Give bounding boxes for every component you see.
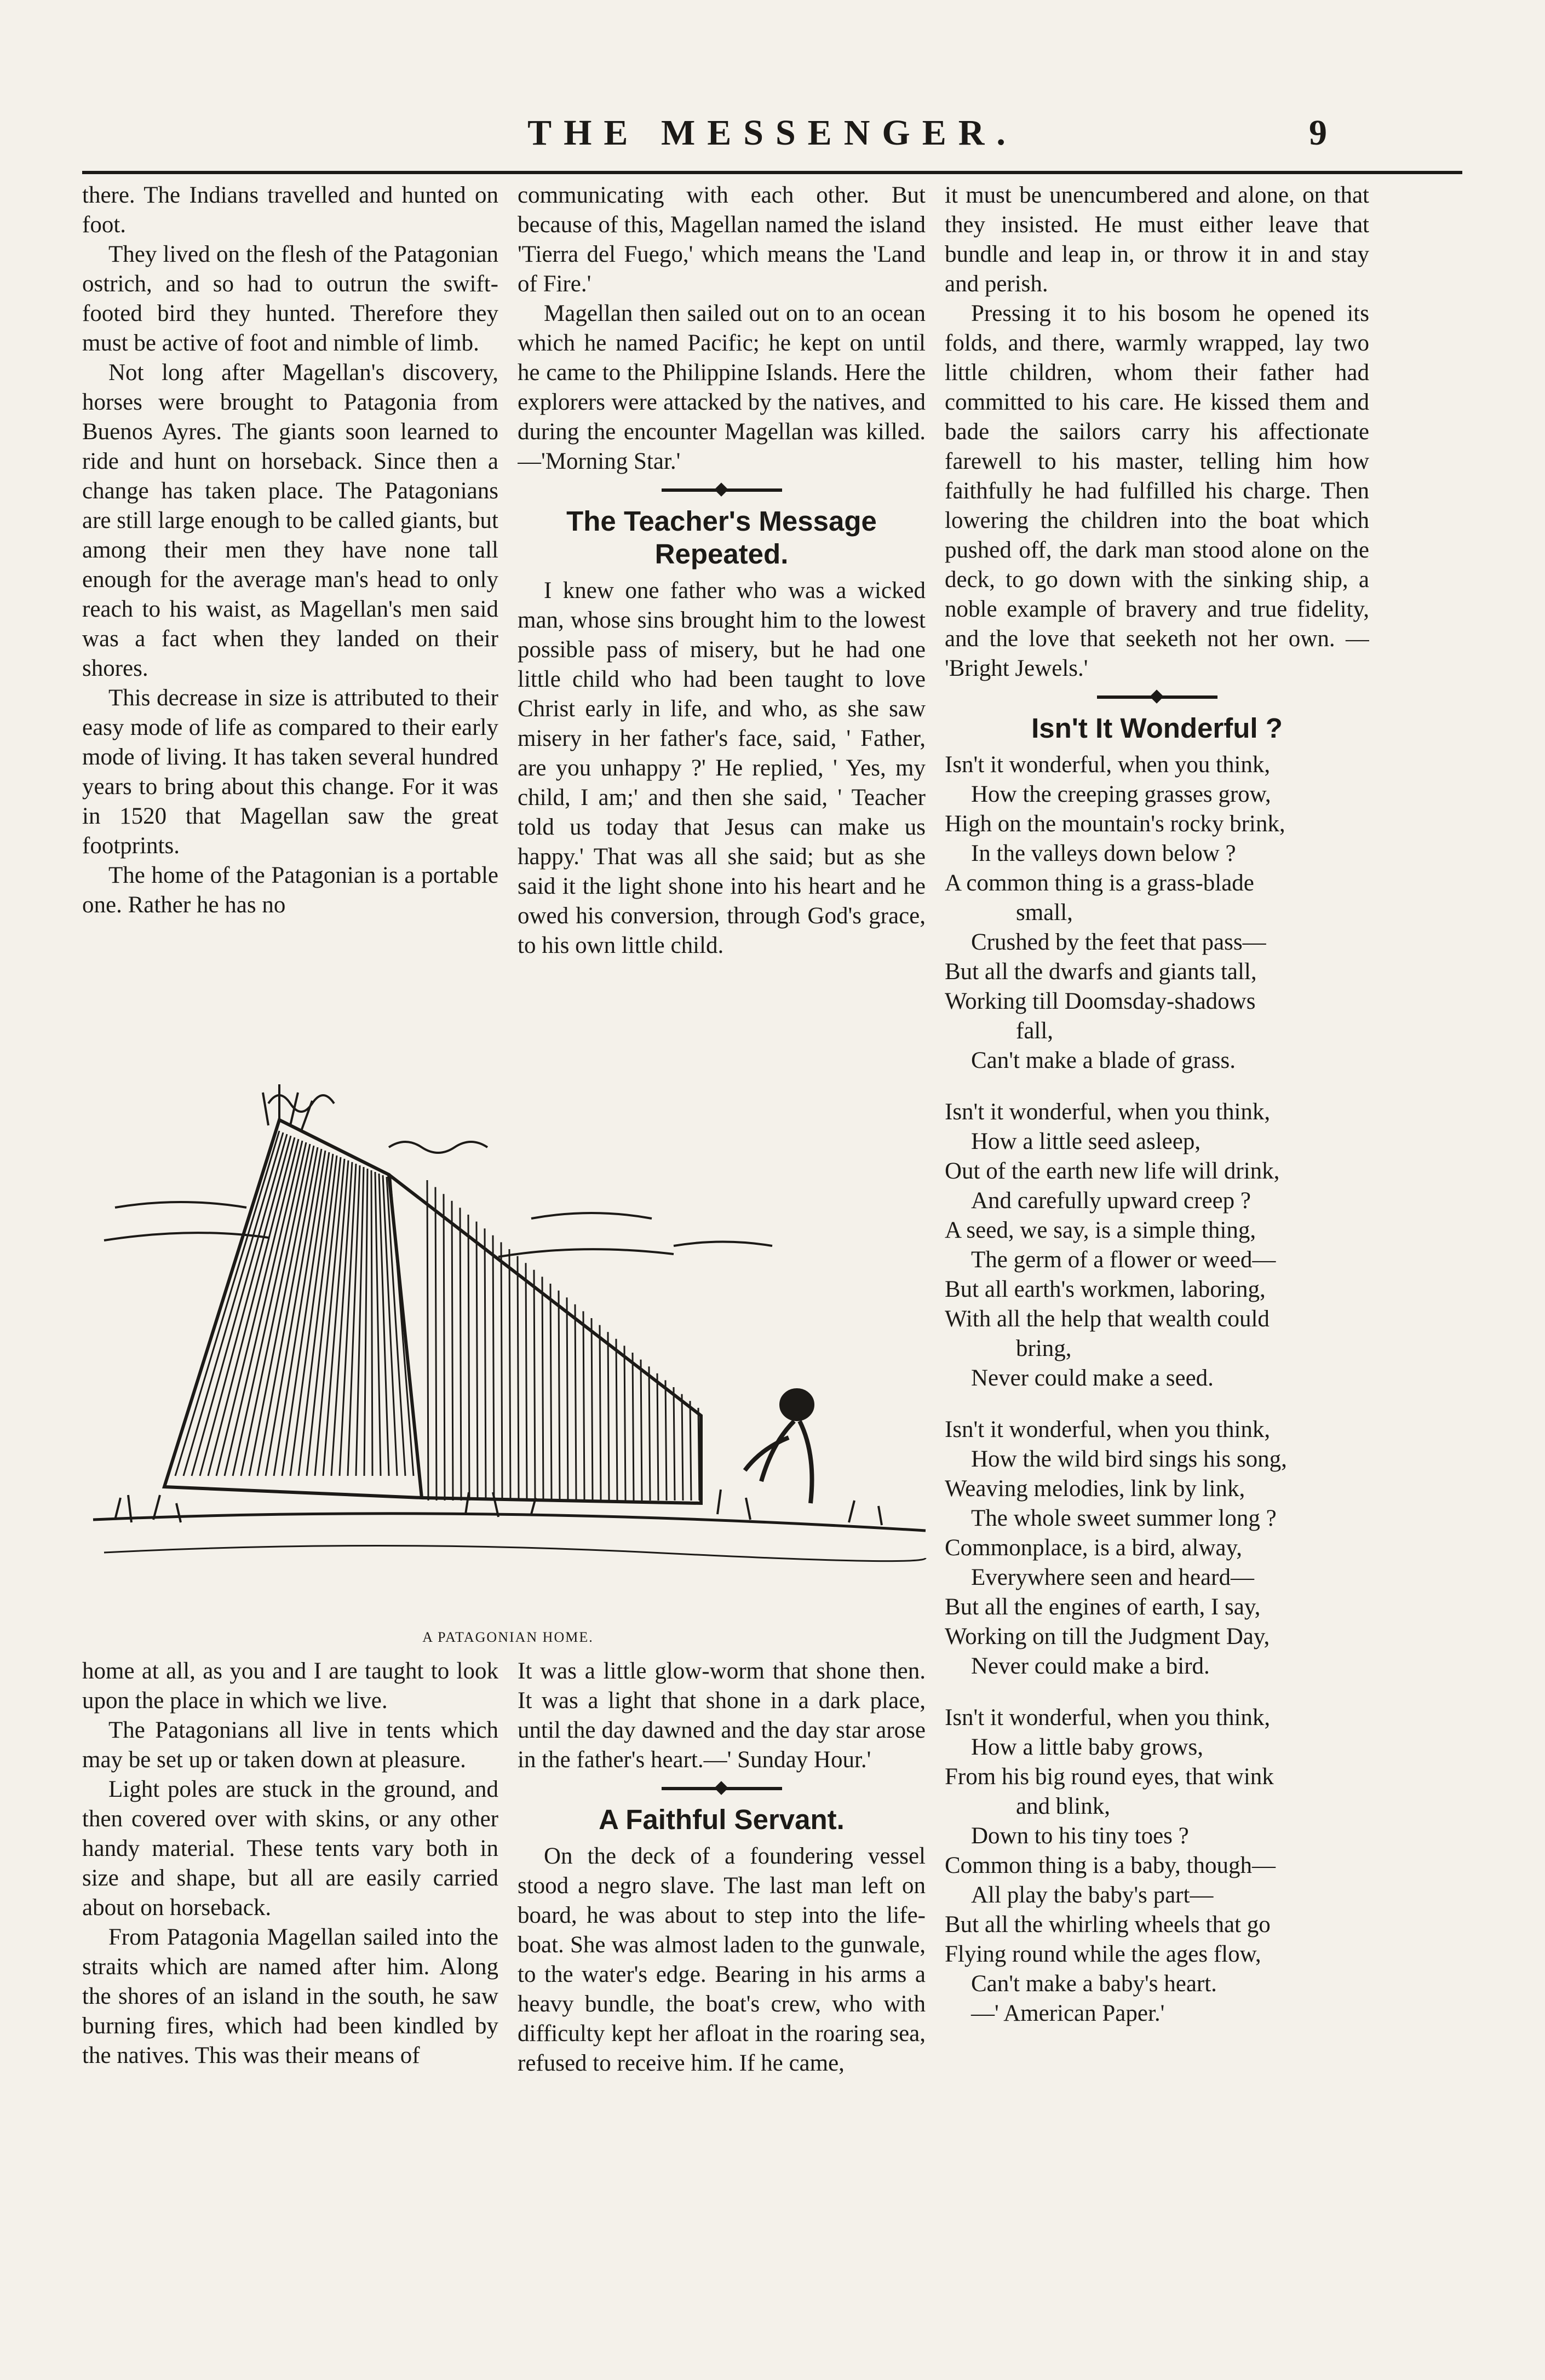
poem-title: Isn't It Wonderful ? (1031, 712, 1283, 744)
column-3 (945, 181, 1369, 2344)
tent-pole-stroke (364, 1169, 367, 1476)
section-divider (662, 488, 782, 492)
tent-skin-stroke (591, 1318, 593, 1501)
poem-line: Isn't it wonderful, when you think, (945, 1705, 1271, 1731)
poem-line: And carefully upward creep ? (971, 1188, 1251, 1214)
poem-line: Can't make a baby's heart. (971, 1971, 1217, 1997)
tent-skin-stroke (624, 1346, 625, 1501)
poem-line: Can't make a blade of grass. (971, 1048, 1236, 1073)
poem-line: Isn't it wonderful, when you think, (945, 1417, 1271, 1442)
poem-line: Everywhere seen and heard— (971, 1565, 1254, 1590)
poem-stanza (945, 1703, 1369, 2028)
paragraph: Pressing it to his bosom he opened its folds, and there, warmly wrapped, lay two little children, whom their father had committed to his care. He kissed them and bade the sailors carry his affectionate farewell to his master, telling him how faithfully he had fulfilled his charge. Then lowering the children into the boat which pushed off, the dark man stood alone on the deck, to go down with the sinking ship, a noble example of bravery and true fidelity, and the love that seeketh not her own. — 'Bright Jewels.' (945, 301, 1369, 681)
poem-line: bring, (1016, 1336, 1072, 1361)
poem-line: Down to his tiny toes ? (971, 1823, 1189, 1849)
section-divider (1097, 695, 1217, 699)
paragraph: On the deck of a foundering vessel stood a negro slave. The last man left on board, he was about to step into the life-boat. She was almost laden to the gunwale, to the water's edge. Bearing in his arms a heavy bundle, the boat's crew, who with difficulty kept her afloat in the roaring sea, refused to receive him. If he came, (518, 1843, 926, 2076)
tent-skin-stroke (526, 1263, 527, 1501)
patagonian-home-illustration (82, 1082, 934, 1607)
tent-skin-stroke (567, 1297, 568, 1501)
poem-line: Common thing is a baby, though— (945, 1853, 1276, 1878)
tent-skin-stroke (452, 1201, 453, 1501)
paragraph: It was a little glow-worm that shone then. It was a light that shone in a dark place, until the day dawned and the day star arose in the father's heart.—' Sunday Hour.' (518, 1658, 926, 1773)
poem-line: and blink, (1016, 1793, 1110, 1819)
paragraph: I knew one father who was a wicked man, whose sins brought him to the lowest possible pass of misery, but he had one little child who had been taught to love Christ early in life, and who, as she saw misery in her father's face, said, ' Father, are you unhappy ?' He replied, ' Yes, my child, I am;' and then she said, ' Teacher told us today that Jesus can make us happy.' That was all she said; but as she said it the light shone into his heart and he owed his conversion, through God's grace, to his own little child. (518, 578, 926, 958)
paragraph: This decrease in size is attributed to their easy mode of life as compared to their early mode of living. It has taken several hundred years to bring about this change. For it was in 1520 that Magellan saw the great footprints. (82, 685, 498, 859)
tent-skin-stroke (460, 1208, 461, 1501)
tent-skin-stroke (501, 1242, 502, 1501)
tent-pole-stroke (192, 1134, 287, 1476)
tent-skin-stroke (657, 1373, 658, 1501)
poem-line: In the valleys down below ? (971, 841, 1236, 866)
tent-pole-stroke (371, 1170, 372, 1476)
article-heading-teachers-message: The Teacher's Message Repeated. (566, 505, 877, 570)
poem-line: But all earth's workmen, laboring, (945, 1277, 1266, 1302)
tent-pole-stroke (257, 1147, 318, 1476)
poem (945, 750, 1369, 2028)
poem-line: Flying round while the ages flow, (945, 1941, 1261, 1967)
paragraph: there. The Indians travelled and hunted on foot. (82, 182, 498, 238)
poem-line: Out of the earth new life will drink, (945, 1158, 1280, 1184)
poem-line: High on the mountain's rocky brink, (945, 811, 1285, 837)
tent-pole-stroke (315, 1159, 344, 1476)
poem-line: Isn't it wonderful, when you think, (945, 752, 1271, 778)
poem-line: Working till Doomsday-shadows (945, 988, 1256, 1014)
tent-skin-stroke (444, 1194, 445, 1501)
column-1-top (82, 181, 498, 1079)
tent-skin-stroke (542, 1277, 543, 1501)
tent-skin-stroke (616, 1339, 617, 1501)
poem-line: How the creeping grasses grow, (971, 781, 1271, 807)
tent-skin-stroke (698, 1408, 699, 1501)
tent-skin-stroke (550, 1284, 552, 1501)
poem-line: Isn't it wonderful, when you think, (945, 1099, 1271, 1125)
paragraph: From Patagonia Magellan sailed into the straits which are named after him. Along the shores of an island in the south, he saw burning fires, which had been kindled by the natives. This was their means of (82, 1924, 498, 2068)
masthead: THE MESSENGER. (527, 113, 1018, 153)
tent-skin-stroke (583, 1311, 584, 1501)
section-divider (662, 1787, 782, 1790)
poem-line: Never could make a bird. (971, 1653, 1210, 1679)
poem-line: All play the baby's part— (971, 1882, 1214, 1908)
masthead-rule (82, 171, 1462, 174)
column-1-bottom (82, 1657, 498, 2347)
figure-caption: A PATAGONIAN HOME. (422, 1629, 594, 1645)
poem-line: But all the dwarfs and giants tall, (945, 959, 1257, 985)
paragraph: Not long after Magellan's discovery, horses were brought to Patagonia from Buenos Ayres. The giants soon learned to ride and hunt on horseback. Since then a change has taken place. The Patagonians are still large enough to be called giants, but among their men they have none tall enough for the average man's head to only reach to his waist, as Magellan's men said was a fact when they landed on their shores. (82, 360, 498, 681)
poem-line: Weaving melodies, link by link, (945, 1476, 1245, 1502)
paragraph: They lived on the flesh of the Patagonian ostrich, and so had to outrun the swift-footed bird they hunted. Therefore they must be active of foot and nimble of limb. (82, 242, 498, 356)
tent-skin-stroke (534, 1270, 535, 1501)
tent-skin-stroke (575, 1304, 576, 1501)
tent-skin-stroke (608, 1332, 609, 1501)
poem-line: Never could make a seed. (971, 1365, 1214, 1391)
poem-line: The whole sweet summer long ? (971, 1505, 1277, 1531)
poem-line: Crushed by the feet that pass— (971, 929, 1266, 955)
paragraph: communicating with each other. But because of this, Magellan named the island 'Tierra del Fuego,' which means the 'Land of Fire.' (518, 182, 926, 297)
tent-pole-stroke (175, 1131, 279, 1476)
tent-skin-stroke (649, 1366, 650, 1501)
poem-stanza (945, 1415, 1369, 1681)
paragraph: The home of the Patagonian is a portable one. Rather he has no (82, 863, 498, 918)
poem-line: How a little baby grows, (971, 1734, 1203, 1760)
poem-line: How the wild bird sings his song, (971, 1446, 1287, 1472)
tent-skin-stroke (600, 1325, 601, 1501)
paragraph: Light poles are stuck in the ground, and then covered over with skins, or any other handy material. These tents vary both in size and shape, but all are easily carried about on horseback. (82, 1777, 498, 1921)
tent-skin-stroke (427, 1180, 428, 1501)
tent-skin-stroke (485, 1228, 486, 1501)
poem-line: small, (1016, 900, 1073, 925)
article-heading-faithful-servant: A Faithful Servant. (599, 1804, 845, 1835)
tent-skin-stroke (641, 1360, 642, 1501)
page-number: 9 (1309, 113, 1327, 153)
tent-pole-stroke (200, 1136, 291, 1476)
paragraph: it must be unencumbered and alone, on that they insisted. He must either leave that bundle and leap in, or throw it in and stay and perish. (945, 182, 1369, 297)
poem-line: But all the whirling wheels that go (945, 1912, 1271, 1938)
tent-skin-stroke (509, 1249, 510, 1501)
poem-line: But all the engines of earth, I say, (945, 1594, 1261, 1620)
column-2-bottom (518, 1657, 926, 2347)
tent-skin-stroke (633, 1353, 634, 1501)
paragraph: home at all, as you and I are taught to look upon the place in which we live. (82, 1658, 498, 1714)
tent-skin-stroke (493, 1235, 494, 1501)
tent-skin-stroke (435, 1187, 436, 1501)
paragraph: Magellan then sailed out on to an ocean which he named Pacific; he kept on until he came to the Philippine Islands. Here the explorers were attacked by the natives, and during the encounter Magellan was killed.—'Morning Star.' (518, 301, 926, 474)
poem-line: The germ of a flower or weed— (971, 1247, 1276, 1273)
poem-stanza (945, 1097, 1369, 1393)
poem-line: A seed, we say, is a simple thing, (945, 1217, 1256, 1243)
poem-line: With all the help that wealth could (945, 1306, 1270, 1332)
poem-stanza (945, 750, 1369, 1076)
tent-skin-stroke (559, 1291, 560, 1501)
tent-skin-stroke (518, 1256, 519, 1501)
tent-skin-stroke (665, 1380, 667, 1501)
tent-skin-stroke (682, 1394, 683, 1501)
poem-line: How a little seed asleep, (971, 1129, 1201, 1154)
paragraph: The Patagonians all live in tents which may be set up or taken down at pleasure. (82, 1717, 498, 1773)
poem-line: —' American Paper.' (971, 2000, 1165, 2026)
tent-skin-stroke (674, 1387, 675, 1501)
tent-skin-stroke (476, 1222, 478, 1501)
poem-line: fall, (1016, 1018, 1054, 1044)
tent-skin-stroke (468, 1215, 469, 1501)
tent-pole-stroke (183, 1132, 283, 1476)
tent-pole-stroke (225, 1141, 302, 1476)
poem-line: A common thing is a grass-blade (945, 870, 1254, 896)
poem-line: Commonplace, is a bird, alway, (945, 1535, 1242, 1561)
poem-line: From his big round eyes, that wink (945, 1764, 1274, 1790)
column-2-top (518, 181, 926, 1079)
tent-skin-stroke (690, 1401, 691, 1501)
poem-line: Working on till the Judgment Day, (945, 1624, 1270, 1649)
